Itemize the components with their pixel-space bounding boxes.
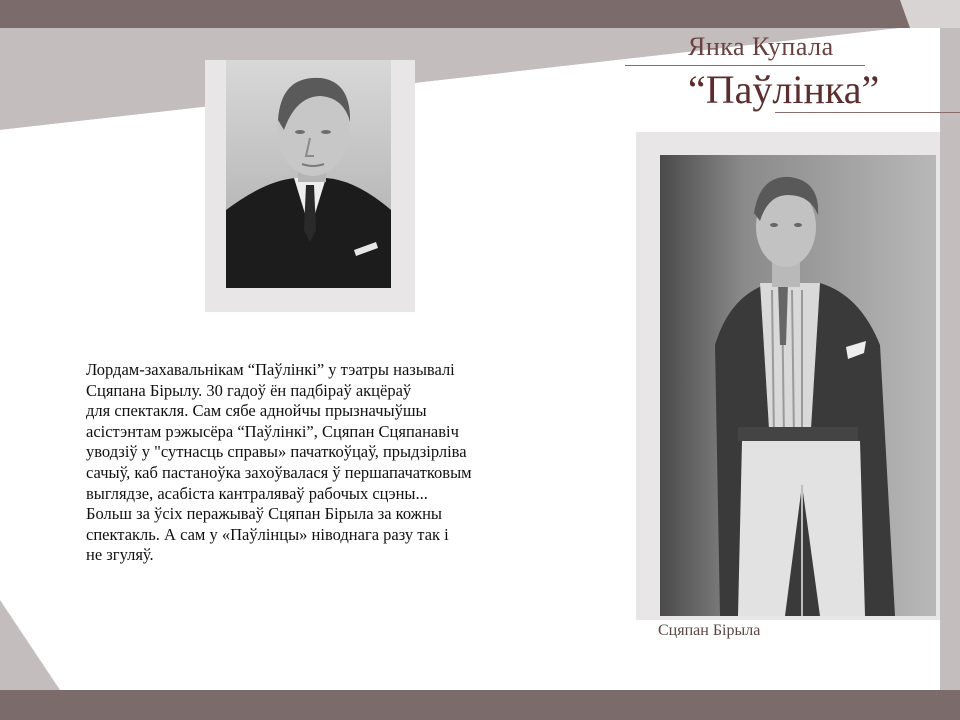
body-line: не згуляў.: [86, 545, 154, 565]
body-line: спектакль. А сам у «Паўлінцы» ніводнага разу так і: [86, 524, 449, 544]
title-rule-bottom: [775, 112, 960, 113]
body-line: Лордам-захавальнікам “Паўлінкі” у тэатры называлі: [86, 360, 455, 379]
birula-photo: [660, 155, 936, 616]
body-line: Сцяпана Бірылу. 30 гадоў ён падбіраў акцёраў: [86, 380, 412, 400]
body-line: выглядзе, асабіста кантраляваў рабочых сцэны...: [86, 483, 428, 503]
top-right-panel: [900, 0, 960, 28]
body-text: [86, 360, 606, 566]
birula-caption: Сцяпан Бірыла: [658, 622, 761, 639]
body-line: Больш за ўсіх перажываў Сцяпан Бірыла за кожны: [86, 504, 442, 524]
bottom-band: [0, 690, 960, 720]
portrait-photo: [226, 60, 391, 288]
top-band: [0, 0, 960, 28]
work-title: “Паўлінка”: [688, 67, 880, 112]
body-line: уводзіў у "сутнасць справы» пачаткоўцаў, прыдзірліва: [86, 442, 467, 462]
body-line: сачыў, каб пастаноўка захоўвалася ў першапачатковым: [86, 462, 472, 482]
body-line: для спектакля. Сам сябе аднойчы прызначыўшы: [86, 401, 427, 421]
right-panel: [940, 28, 960, 690]
body-line: асістэнтам рэжысёра “Паўлінкі”, Сцяпан Сцяпанавіч: [86, 421, 459, 441]
author-title: Янка Купала: [688, 32, 834, 61]
